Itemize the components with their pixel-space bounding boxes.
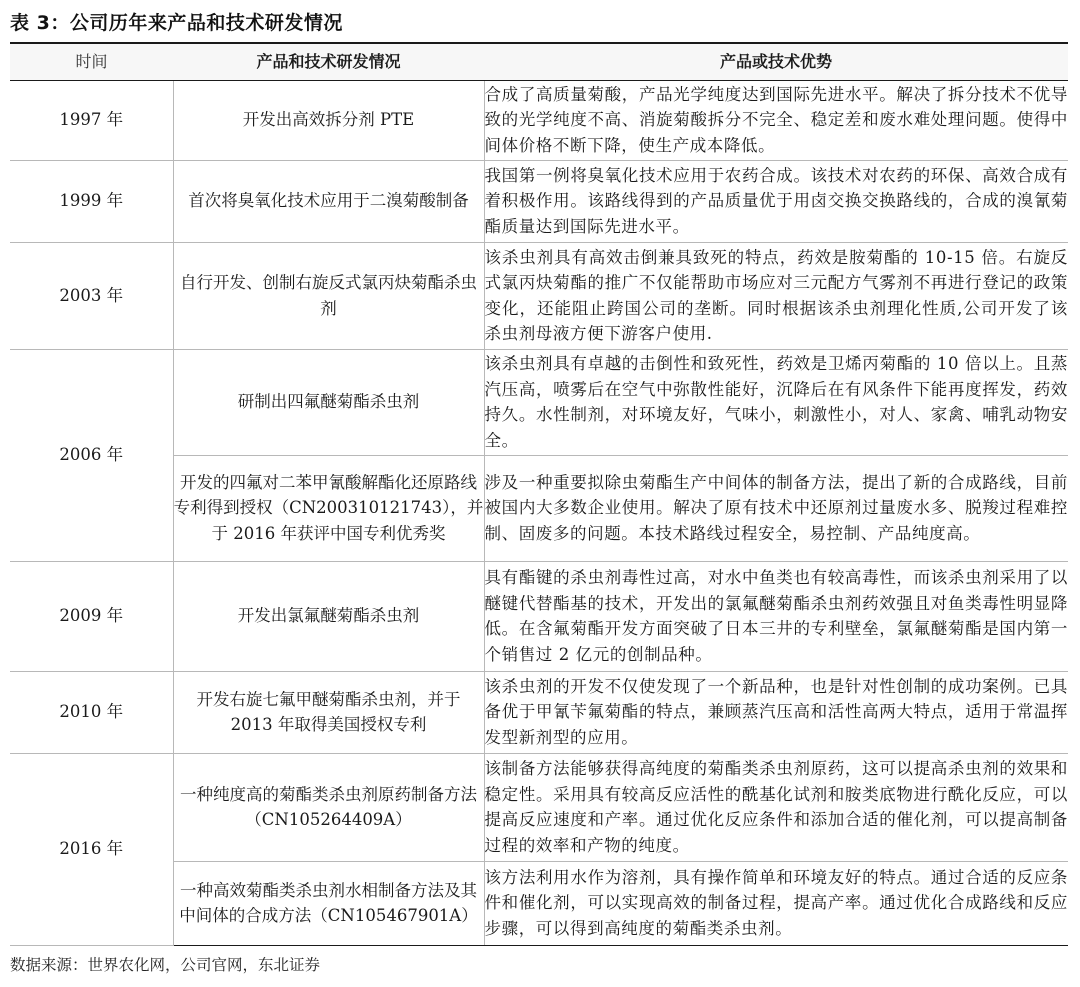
advantage-cell: 该杀虫剂具有高效击倒兼具致死的特点，药效是胺菊酯的 10-15 倍。右旋反式氯丙炔菊酯的推广不仅能帮助市场应对三元配方气雾剂不再进行登记的政策变化，还能阻止跨国公司的垄断。同时根据该杀虫剂理化性质,公司开发了该杀虫剂母液方便下游客户使用. <box>484 242 1068 349</box>
product-cell: 首次将臭氧化技术应用于二溴菊酸制备 <box>173 160 484 242</box>
table-row <box>10 160 1068 242</box>
product-cell: 自行开发、创制右旋反式氯丙炔菊酯杀虫剂 <box>173 242 484 349</box>
product-cell: 开发出氯氟醚菊酯杀虫剂 <box>173 561 484 671</box>
year-cell: 2009 年 <box>10 561 173 671</box>
advantage-cell: 具有酯键的杀虫剂毒性过高，对水中鱼类也有较高毒性，而该杀虫剂采用了以醚键代替酯基的技术，开发出的氯氟醚菊酯杀虫剂药效强且对鱼类毒性明显降低。在含氟菊酯开发方面突破了日本三井的专利壁垒，氯氟醚菊酯是国内第一个销售过 2 亿元的创制品种。 <box>484 561 1068 671</box>
header-advantage: 产品或技术优势 <box>484 43 1068 80</box>
year-cell: 1997 年 <box>10 80 173 160</box>
year-cell: 1999 年 <box>10 160 173 242</box>
table-row <box>10 242 1068 349</box>
table-row <box>10 753 1068 861</box>
product-cell: 一种高效菊酯类杀虫剂水相制备方法及其中间体的合成方法（CN105467901A） <box>173 861 484 945</box>
advantage-cell: 该制备方法能够获得高纯度的菊酯类杀虫剂原药，这可以提高杀虫剂的效果和稳定性。采用具有较高反应活性的酰基化试剂和胺类底物进行酰化反应，可以提高反应速度和产率。通过优化反应条件和添加合适的催化剂，可以提高制备过程的效率和产物的纯度。 <box>484 753 1068 861</box>
advantage-cell: 该杀虫剂具有卓越的击倒性和致死性，药效是卫烯丙菊酯的 10 倍以上。且蒸汽压高，喷雾后在空气中弥散性能好，沉降后在有风条件下能再度挥发，药效持久。水性制剂，对环境友好，气味小，刺激性小，对人、家禽、哺乳动物安全。 <box>484 349 1068 455</box>
rd-history-table <box>10 42 1068 946</box>
table-row <box>10 80 1068 160</box>
product-cell: 开发右旋七氟甲醚菊酯杀虫剂，并于 2013 年取得美国授权专利 <box>173 671 484 753</box>
advantage-cell: 我国第一例将臭氧化技术应用于农药合成。该技术对农药的环保、高效合成有着积极作用。该路线得到的产品质量优于用卤交换交换路线的，合成的溴氰菊酯质量达到国际先进水平。 <box>484 160 1068 242</box>
product-cell: 开发出高效拆分剂 PTE <box>173 80 484 160</box>
advantage-cell: 该方法利用水作为溶剂，具有操作简单和环境友好的特点。通过合适的反应条件和催化剂，可以实现高效的制备过程，提高产率。通过优化合成路线和反应步骤，可以得到高纯度的菊酯类杀虫剂。 <box>484 861 1068 945</box>
year-cell: 2016 年 <box>10 753 173 945</box>
table-title: 表 3：公司历年来产品和技术研发情况 <box>10 12 343 34</box>
table-header-row <box>10 43 1068 80</box>
table-row <box>10 349 1068 455</box>
table-row <box>10 671 1068 753</box>
year-cell: 2003 年 <box>10 242 173 349</box>
advantage-cell: 涉及一种重要拟除虫菊酯生产中间体的制备方法，提出了新的合成路线，目前被国内大多数企业使用。解决了原有技术中还原剂过量废水多、脱羧过程难控制、固废多的问题。本技术路线过程安全，易控制、产品纯度高。 <box>484 455 1068 561</box>
data-source-note: 数据来源：世界农化网，公司官网，东北证券 <box>10 956 321 974</box>
year-cell: 2006 年 <box>10 349 173 561</box>
product-cell: 开发的四氟对二苯甲氰酸解酯化还原路线专利得到授权（CN200310121743），并于 2016 年获评中国专利优秀奖 <box>173 455 484 561</box>
product-cell: 研制出四氟醚菊酯杀虫剂 <box>173 349 484 455</box>
year-cell: 2010 年 <box>10 671 173 753</box>
header-time: 时间 <box>10 43 173 80</box>
advantage-cell: 该杀虫剂的开发不仅使发现了一个新品种，也是针对性创制的成功案例。已具备优于甲氰苄氟菊酯的特点，兼顾蒸汽压高和活性高两大特点，适用于常温挥发型新剂型的应用。 <box>484 671 1068 753</box>
product-cell: 一种纯度高的菊酯类杀虫剂原药制备方法（CN105264409A） <box>173 753 484 861</box>
header-product: 产品和技术研发情况 <box>173 43 484 80</box>
table-row <box>10 561 1068 671</box>
advantage-cell: 合成了高质量菊酸，产品光学纯度达到国际先进水平。解决了拆分技术不优导致的光学纯度不高、消旋菊酸拆分不完全、稳定差和废水难处理问题。使得中间体价格不断下降，使生产成本降低。 <box>484 80 1068 160</box>
